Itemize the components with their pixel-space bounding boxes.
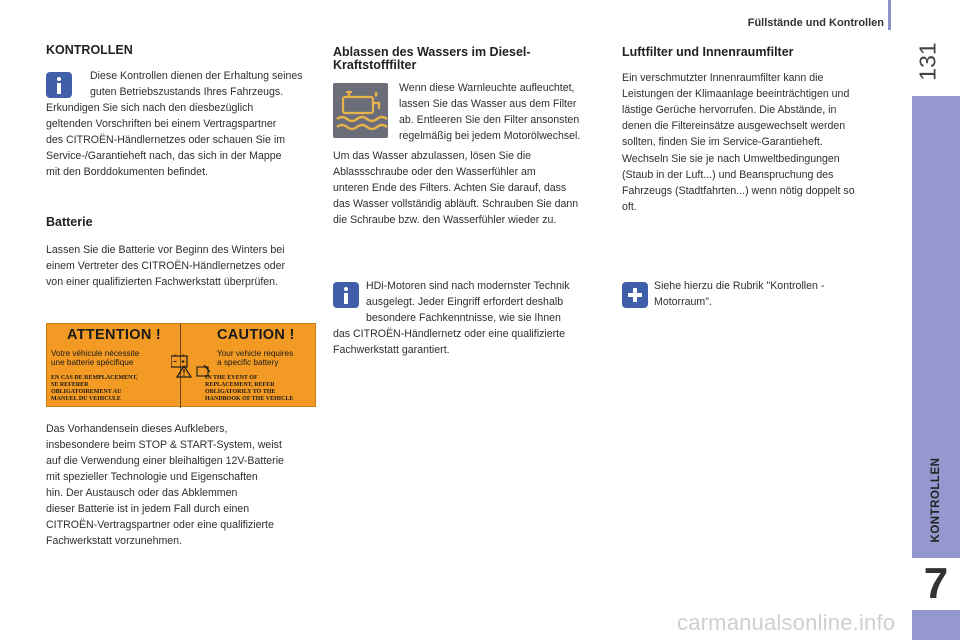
sticker-text-line: CITROËN-Vertragspartner oder eine qualifizierte xyxy=(46,519,274,531)
sticker-small-fr: OBLIGATOIREMENT AU xyxy=(51,389,122,395)
chapter-tab-text: KONTROLLEN xyxy=(930,457,942,543)
sticker-sub-fr-1: Votre véhicule nécessite xyxy=(51,349,140,358)
sticker-small-en: OBLIGATORILY TO THE xyxy=(205,389,276,395)
drain-line: die Schraube bzw. den Wasserfühler wieder zu. xyxy=(333,214,557,226)
running-header: Füllstände und Kontrollen xyxy=(747,17,884,29)
sticker-small-fr: EN CAS DE REMPLACEMENT, xyxy=(51,375,138,381)
info-line: des CITROËN-Händlernetzes oder schauen Sie im xyxy=(46,134,286,146)
hdi-info-line: besondere Fachkenntnisse, wie sie Ihnen xyxy=(366,312,561,324)
info-line: geltenden Vorschriften bei einem Vertragspartner xyxy=(46,118,277,130)
filter-line: denen die Filtereinsätze ausgewechselt werden xyxy=(622,120,846,132)
watermark-text: carmanualsonline.info xyxy=(677,610,896,635)
filter-line: lästige Gerüche hervorrufen. Die Abstände, in xyxy=(622,104,837,116)
page-number-text: 131 xyxy=(914,42,941,81)
sticker-text-line: Fachwerkstatt vorzunehmen. xyxy=(46,535,183,547)
info-line: guten Betriebszustands Ihres Fahrzeugs. xyxy=(90,86,284,98)
sticker-text-line: mit spezieller Technologie und Eigenschaften xyxy=(46,471,258,483)
section-heading-wasser-1: Ablassen des Wassers im Diesel- xyxy=(333,45,531,59)
sticker-small-fr: SE REFERER xyxy=(51,382,89,388)
info-line: Service-/Garantieheft nach, das sich in der Mappe xyxy=(46,150,282,162)
sticker-title-en: CAUTION ! xyxy=(217,327,295,343)
sticker-title-fr: ATTENTION ! xyxy=(67,327,162,343)
sticker-small-en: HANDBOOK OF THE VEHICLE xyxy=(205,396,294,402)
filter-line: (Staub in der Luft...) und Beanspruchung des xyxy=(622,169,834,181)
drain-line: Ablassschraube oder den Wasserfühler am xyxy=(333,166,536,178)
filter-line: oft. xyxy=(622,201,637,213)
sticker-text-line: auf die Verwendung einer bleihaltigen 12V-Batterie xyxy=(46,455,284,467)
filter-line: sollten, finden Sie im Service-Garantieheft. xyxy=(622,136,823,148)
filter-line: Leistungen der Klimaanlage beeinträchtigen und xyxy=(622,88,850,100)
section-heading-batterie: Batterie xyxy=(46,215,93,229)
hdi-info-line: HDi-Motoren sind nach modernster Technik xyxy=(366,280,570,292)
page-number xyxy=(908,38,948,86)
sticker-sub-en-1: Your vehicle requires xyxy=(217,349,294,358)
info-line: Diese Kontrollen dienen der Erhaltung seines xyxy=(90,70,303,82)
battery-line: Lassen Sie die Batterie vor Beginn des Winters bei xyxy=(46,244,285,256)
hdi-info-line: ausgelegt. Jeder Eingriff erfordert deshalb xyxy=(366,296,564,308)
info-icon xyxy=(333,282,359,308)
battery-line: einem Vertreter des CITROËN-Händlernetzes oder xyxy=(46,260,286,272)
section-heading-kontrollen: KONTROLLEN xyxy=(46,43,133,57)
info-line: mit den Borddokumenten befindet. xyxy=(46,166,208,178)
sticker-small-fr: MANUEL DU VEHICULE xyxy=(51,396,121,402)
battery-line: von einer qualifizierten Fachwerkstatt überprüfen. xyxy=(46,276,279,288)
warning-line: lassen Sie das Wasser aus dem Filter xyxy=(399,98,577,110)
filter-line: Fahrzeugs (Stadtfahrten...) wenn nötig doppelt so xyxy=(622,185,855,197)
section-heading-luftfilter: Luftfilter und Innenraumfilter xyxy=(622,45,794,59)
filter-line: Ein verschmutzter Innenraumfilter kann die xyxy=(622,72,824,84)
reference-line: Motorraum". xyxy=(654,296,712,308)
info-line: Erkundigen Sie sich nach den diesbezüglich xyxy=(46,102,254,114)
header-accent-bar xyxy=(888,0,891,30)
sticker-sub-fr-2: une batterie spécifique xyxy=(51,358,134,367)
sticker-small-en: REPLACEMENT, REFER xyxy=(205,382,275,388)
drain-line: das Wasser vollständig abläuft. Schrauben Sie dann xyxy=(333,198,579,210)
info-icon xyxy=(46,72,72,98)
filter-line: Wechseln Sie sie je nach Umweltbedingungen xyxy=(622,153,840,165)
drain-line: Um das Wasser abzulassen, lösen Sie die xyxy=(333,150,532,162)
sticker-text-line: hin. Der Austausch oder das Abklemmen xyxy=(46,487,238,499)
sticker-sub-en-2: a specific battery xyxy=(217,358,279,367)
sticker-text-line: dieser Batterie ist in jedem Fall durch einen xyxy=(46,503,250,515)
warning-line: Wenn diese Warnleuchte aufleuchtet, xyxy=(399,82,575,94)
sticker-text-line: Das Vorhandensein dieses Aufklebers, xyxy=(46,423,228,435)
chapter-number: 7 xyxy=(912,560,960,610)
plus-icon xyxy=(622,282,648,308)
reference-line: Siehe hierzu die Rubrik "Kontrollen - xyxy=(654,280,825,292)
drain-line: unteren Ende des Filters. Achten Sie darauf, dass xyxy=(333,182,567,194)
section-heading-wasser-2: Kraftstofffilter xyxy=(333,58,417,72)
sticker-text-line: insbesondere beim STOP & START-System, weist xyxy=(46,439,282,451)
sticker-small-en: IN THE EVENT OF xyxy=(205,375,258,381)
warning-line: regelmäßig bei jedem Motorölwechsel. xyxy=(399,130,581,142)
warning-line: ab. Entleeren Sie den Filter ansonsten xyxy=(399,114,580,126)
hdi-info-line: das CITROËN-Händlernetz oder eine qualifizierte xyxy=(333,328,565,340)
water-in-fuel-warning-icon xyxy=(333,83,388,138)
battery-warning-sticker xyxy=(46,323,316,407)
hdi-info-line: Fachwerkstatt garantiert. xyxy=(333,344,450,356)
